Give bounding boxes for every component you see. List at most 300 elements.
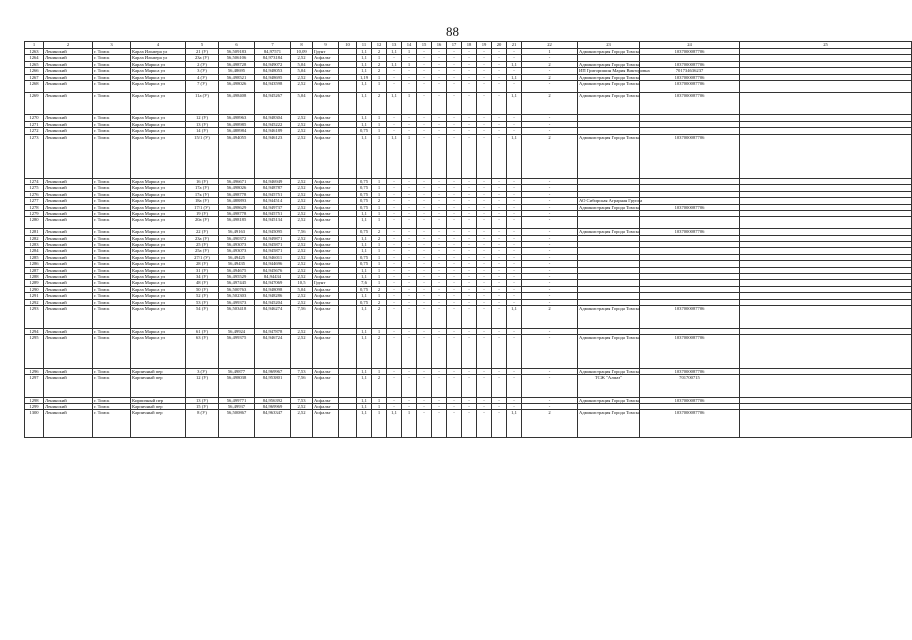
table-cell: - — [447, 335, 462, 368]
table-cell: - — [507, 374, 522, 397]
table-cell: 84,946189 — [255, 128, 291, 134]
table-cell: - — [432, 74, 447, 80]
table-cell: 2,52 — [291, 217, 313, 229]
table-cell: Ленинский — [44, 374, 93, 397]
table-cell: - — [417, 306, 432, 329]
table-cell: 1 — [372, 55, 387, 61]
table-cell: - — [462, 328, 477, 334]
table-cell: г. Томск — [93, 128, 131, 134]
table-cell: 1279 — [25, 210, 44, 216]
table-cell: 2,52 — [291, 261, 313, 267]
table-cell: 2,52 — [291, 121, 313, 127]
table-cell: - — [447, 299, 462, 305]
table-cell: - — [447, 374, 462, 397]
table-cell: 10,5 — [291, 280, 313, 286]
table-cell: 56,498778 — [219, 210, 255, 216]
table-cell: - — [492, 191, 507, 197]
table-cell: Ленинский — [44, 397, 93, 403]
table-cell: г. Томск — [93, 81, 131, 93]
table-cell: - — [462, 121, 477, 127]
table-cell: 56,506106 — [219, 55, 255, 61]
table-cell: 56,499771 — [219, 397, 255, 403]
table-cell: - — [417, 335, 432, 368]
table-cell: - — [447, 267, 462, 273]
table-cell: Ленинский — [44, 254, 93, 260]
table-cell: Ленинский — [44, 49, 93, 55]
table-cell: - — [507, 68, 522, 74]
table-cell: Ленинский — [44, 267, 93, 273]
table-cell: - — [432, 229, 447, 235]
table-cell: Ленинский — [44, 128, 93, 134]
table-cell: 1 — [372, 178, 387, 184]
table-cell: 56,49937 — [219, 403, 255, 409]
table-cell: - — [402, 261, 417, 267]
table-cell: 0,75 — [357, 229, 372, 235]
table-cell: - — [462, 191, 477, 197]
table-cell: - — [522, 242, 578, 248]
table-cell: - — [402, 368, 417, 374]
table-cell: 1289 — [25, 280, 44, 286]
table-cell: 84,969967 — [255, 368, 291, 374]
table-cell: 1,1 — [507, 61, 522, 67]
table-cell: - — [402, 229, 417, 235]
table-cell: - — [387, 293, 402, 299]
table-cell: Асфальт — [313, 115, 339, 121]
table-cell: 0,75 — [357, 191, 372, 197]
table-cell: Ленинский — [44, 328, 93, 334]
table-cell: - — [492, 68, 507, 74]
table-cell: Карла Маркса ул — [131, 185, 186, 191]
table-cell: Карпичный пер — [131, 403, 186, 409]
table-cell: 1037000087706 — [640, 81, 740, 93]
table-cell: - — [387, 178, 402, 184]
column-header: 16 — [432, 42, 447, 49]
table-cell: - — [447, 74, 462, 80]
table-cell: Ленинский — [44, 410, 93, 438]
table-cell: 1037000087706 — [640, 229, 740, 235]
table-cell: - — [522, 248, 578, 254]
table-cell: 2,52 — [291, 410, 313, 438]
table-cell: 1 — [372, 121, 387, 127]
table-cell: 1 — [372, 217, 387, 229]
table-cell: г. Томск — [93, 235, 131, 241]
table-cell: 4 (У) — [186, 74, 219, 80]
table-cell: г. Томск — [93, 204, 131, 210]
table-cell: Ленинский — [44, 274, 93, 280]
table-cell: 1275 — [25, 185, 44, 191]
table-cell: г. Томск — [93, 49, 131, 55]
table-cell: - — [402, 121, 417, 127]
table-cell: 2,52 — [291, 293, 313, 299]
table-cell: - — [447, 242, 462, 248]
table-cell: - — [477, 217, 492, 229]
table-cell: 1037000087706 — [640, 134, 740, 178]
table-cell — [740, 335, 912, 368]
table-cell: - — [447, 261, 462, 267]
table-cell: 84,949871 — [255, 235, 291, 241]
table-cell: 1 — [372, 254, 387, 260]
table-cell: Асфальт — [313, 254, 339, 260]
table-cell: 7,6 — [357, 280, 372, 286]
table-cell: - — [417, 267, 432, 273]
table-cell: г. Томск — [93, 274, 131, 280]
table-cell: - — [387, 335, 402, 368]
table-cell: - — [522, 403, 578, 409]
table-cell: 84,946123 — [255, 134, 291, 178]
table-cell: 17/1 (У) — [186, 204, 219, 210]
table-cell: Карла Маркса ул — [131, 306, 186, 329]
table-cell: 701734636237 — [640, 68, 740, 74]
table-cell: Карла Маркса ул — [131, 286, 186, 292]
table-cell: 1,19 — [357, 74, 372, 80]
table-cell: - — [447, 121, 462, 127]
table-cell: 10,09 — [291, 49, 313, 55]
table-cell — [740, 217, 912, 229]
table-cell: 56,499375 — [219, 335, 255, 368]
table-cell: Ленинский — [44, 134, 93, 178]
table-cell: - — [402, 55, 417, 61]
table-cell: - — [402, 178, 417, 184]
table-cell: АО Сибирская Аграрная Группа — [579, 198, 643, 204]
column-header: 19 — [477, 42, 492, 49]
table-cell: - — [477, 286, 492, 292]
table-cell: 2,52 — [291, 299, 313, 305]
table-cell: 2 — [372, 92, 387, 115]
table-cell: - — [417, 204, 432, 210]
table-cell — [339, 81, 357, 93]
table-cell: Карла Маркса ул — [131, 121, 186, 127]
table-cell: - — [432, 185, 447, 191]
table-cell: - — [477, 261, 492, 267]
table-cell: Асфальт — [313, 61, 339, 67]
table-cell: - — [417, 210, 432, 216]
table-cell: Асфальт — [313, 335, 339, 368]
table-cell: - — [522, 128, 578, 134]
table-cell: - — [432, 81, 447, 93]
table-cell: - — [462, 92, 477, 115]
table-cell: 1,1 — [357, 242, 372, 248]
table-cell: 1,1 — [387, 92, 402, 115]
table-cell: - — [462, 286, 477, 292]
table-cell: - — [432, 68, 447, 74]
table-cell: - — [447, 178, 462, 184]
table-cell: - — [447, 410, 462, 438]
table-cell: 2 — [372, 49, 387, 55]
table-cell: Асфальт — [313, 229, 339, 235]
table-cell: 1263 — [25, 49, 44, 55]
table-cell: - — [507, 49, 522, 55]
table-cell: Карла Ильмера ул — [131, 55, 186, 61]
table-cell: Карла Маркса ул — [131, 280, 186, 286]
table-cell: - — [402, 306, 417, 329]
table-cell: Асфальт — [313, 210, 339, 216]
table-cell: - — [402, 128, 417, 134]
table-cell: Администрация Города Томска — [579, 74, 640, 80]
table-cell: - — [492, 254, 507, 260]
table-row — [25, 134, 912, 178]
table-cell: - — [522, 286, 578, 292]
table-cell: - — [387, 248, 402, 254]
table-cell: - — [462, 49, 477, 55]
table-cell: Ленинский — [44, 61, 93, 67]
table-cell: - — [417, 299, 432, 305]
table-cell: - — [507, 397, 522, 403]
table-cell: 2,52 — [291, 191, 313, 197]
table-cell: Асфальт — [313, 178, 339, 184]
table-cell: 1277 — [25, 198, 44, 204]
table-cell: Грунт — [313, 49, 339, 55]
table-cell: 1273 — [25, 134, 44, 178]
table-cell: 84,94434 — [255, 274, 291, 280]
table-cell: 1295 — [25, 335, 44, 368]
table-cell: 18а (У) — [186, 198, 219, 204]
table-cell: 1,1 — [357, 121, 372, 127]
table-cell: 84,953801 — [255, 374, 291, 397]
table-cell: 84,945871 — [255, 242, 291, 248]
table-cell: - — [492, 121, 507, 127]
table-row — [25, 335, 912, 368]
table-cell: - — [462, 335, 477, 368]
table-cell: 1284 — [25, 248, 44, 254]
table-cell: - — [402, 115, 417, 121]
table-cell: Карла Маркса ул — [131, 81, 186, 93]
table-cell: - — [522, 299, 578, 305]
table-cell: 1300 — [25, 410, 44, 438]
table-cell: Асфальт — [313, 274, 339, 280]
table-cell: - — [492, 128, 507, 134]
table-cell: 1288 — [25, 274, 44, 280]
table-cell: - — [507, 368, 522, 374]
table-cell: - — [417, 397, 432, 403]
table-cell: Карла Маркса ул — [131, 198, 186, 204]
table-cell: - — [432, 254, 447, 260]
table-cell: - — [432, 178, 447, 184]
table-cell: - — [402, 242, 417, 248]
table-cell: - — [507, 115, 522, 121]
table-cell: - — [507, 185, 522, 191]
table-cell: - — [492, 178, 507, 184]
table-cell: - — [447, 306, 462, 329]
table-cell: Асфальт — [313, 299, 339, 305]
table-cell: Асфальт — [313, 217, 339, 229]
table-cell: 1282 — [25, 235, 44, 241]
table-cell: - — [492, 49, 507, 55]
table-cell: г. Томск — [93, 61, 131, 67]
column-header: 23 — [578, 42, 640, 49]
table-cell: 1,1 — [387, 410, 402, 438]
column-header: 10 — [339, 42, 357, 49]
table-cell: 1 — [372, 248, 387, 254]
table-cell: 2 — [372, 286, 387, 292]
table-cell: - — [402, 191, 417, 197]
table-cell: 28 (У) — [186, 261, 219, 267]
table-cell: Карла Маркса ул — [131, 229, 186, 235]
table-cell: - — [402, 335, 417, 368]
table-cell: - — [477, 328, 492, 334]
table-cell: - — [387, 274, 402, 280]
table-cell: 1 — [372, 185, 387, 191]
table-cell: - — [417, 115, 432, 121]
table-cell: Ленинский — [44, 185, 93, 191]
table-cell: Асфальт — [313, 306, 339, 329]
table-cell: - — [522, 235, 578, 241]
table-cell: Карла Маркса ул — [131, 204, 186, 210]
table-row — [25, 92, 912, 115]
table-cell: - — [417, 235, 432, 241]
table-cell: г. Томск — [93, 374, 131, 397]
table-cell: - — [402, 328, 417, 334]
table-cell: - — [492, 81, 507, 93]
table-cell — [740, 81, 912, 93]
table-cell: - — [447, 254, 462, 260]
table-cell: - — [477, 185, 492, 191]
table-cell: 0,75 — [357, 204, 372, 210]
table-cell: - — [477, 204, 492, 210]
table-cell — [339, 92, 357, 115]
table-cell: Карла Маркса ул — [131, 134, 186, 178]
table-cell: - — [447, 403, 462, 409]
table-cell: 8 (У) — [186, 410, 219, 438]
table-cell: 25 (У) — [186, 242, 219, 248]
table-cell: 84,945676 — [255, 267, 291, 273]
table-cell: - — [432, 55, 447, 61]
table-cell: 56,498408 — [219, 92, 255, 115]
table-cell: 11а (У) — [186, 92, 219, 115]
table-cell: 1280 — [25, 217, 44, 229]
table-cell: 1283 — [25, 242, 44, 248]
table-cell: 1,1 — [357, 210, 372, 216]
table-cell: - — [432, 210, 447, 216]
table-cell: Ленинский — [44, 74, 93, 80]
table-row — [25, 410, 912, 438]
table-cell: - — [507, 274, 522, 280]
table-cell: 1,1 — [357, 235, 372, 241]
table-cell — [740, 306, 912, 329]
table-cell: - — [402, 235, 417, 241]
table-cell: г. Томск — [93, 261, 131, 267]
column-header: 8 — [291, 42, 313, 49]
table-cell: 56,498185 — [219, 217, 255, 229]
table-cell: - — [477, 403, 492, 409]
table-cell: - — [492, 403, 507, 409]
table-cell: - — [507, 229, 522, 235]
table-cell: 1 — [402, 410, 417, 438]
table-cell: 1,1 — [357, 92, 372, 115]
table-cell: - — [522, 274, 578, 280]
table-cell: Ленинский — [44, 204, 93, 210]
table-cell: - — [492, 280, 507, 286]
table-cell: 1,1 — [357, 61, 372, 67]
table-cell: - — [507, 121, 522, 127]
table-cell: - — [507, 403, 522, 409]
table-cell: Ленинский — [44, 403, 93, 409]
table-cell: - — [387, 68, 402, 74]
table-cell: Карла Маркса ул — [131, 335, 186, 368]
table-cell: - — [477, 293, 492, 299]
table-cell: Асфальт — [313, 368, 339, 374]
table-cell: - — [402, 185, 417, 191]
table-cell: 1,1 — [357, 410, 372, 438]
table-cell: 2,52 — [291, 254, 313, 260]
table-cell: 2,52 — [291, 235, 313, 241]
table-cell: - — [402, 81, 417, 93]
table-cell: 2 — [372, 68, 387, 74]
column-header: 11 — [357, 42, 372, 49]
table-row — [25, 217, 912, 229]
table-cell: - — [417, 242, 432, 248]
table-cell: - — [447, 92, 462, 115]
table-cell — [339, 335, 357, 368]
table-cell: - — [432, 261, 447, 267]
column-header: 24 — [640, 42, 740, 49]
table-cell: - — [477, 335, 492, 368]
table-cell: - — [507, 267, 522, 273]
table-cell: 84,943598 — [255, 81, 291, 93]
table-cell: 1268 — [25, 81, 44, 93]
column-header: 17 — [447, 42, 462, 49]
table-cell: - — [507, 299, 522, 305]
table-cell: 1,1 — [357, 248, 372, 254]
table-cell: - — [447, 185, 462, 191]
table-cell: 1287 — [25, 267, 44, 273]
table-cell: 56,498038 — [219, 374, 255, 397]
table-cell: - — [432, 374, 447, 397]
table-cell: 84,949072 — [255, 61, 291, 67]
table-body — [25, 49, 912, 438]
table-cell: 48 (У) — [186, 280, 219, 286]
table-cell: г. Томск — [93, 410, 131, 438]
table-cell: Карла Маркса ул — [131, 299, 186, 305]
table-cell: - — [387, 185, 402, 191]
column-header: 1 — [25, 42, 44, 49]
table-cell: Ленинский — [44, 198, 93, 204]
table-cell: 2 — [372, 374, 387, 397]
table-cell: - — [477, 267, 492, 273]
table-cell: 2,52 — [291, 335, 313, 368]
table-cell: 84,947878 — [255, 328, 291, 334]
table-cell: Ленинский — [44, 306, 93, 329]
table-cell: - — [477, 280, 492, 286]
table-cell: г. Томск — [93, 397, 131, 403]
table-cell: - — [492, 74, 507, 80]
table-row — [25, 306, 912, 329]
table-cell: г. Томск — [93, 267, 131, 273]
table-cell: 0,75 — [357, 198, 372, 204]
table-cell: 56,494675 — [219, 267, 255, 273]
table-cell: 1,1 — [357, 403, 372, 409]
table-cell: - — [417, 410, 432, 438]
table-cell: - — [492, 210, 507, 216]
table-cell: 1,1 — [357, 81, 372, 93]
table-cell: г. Томск — [93, 242, 131, 248]
table-cell: - — [387, 286, 402, 292]
column-header: 9 — [313, 42, 339, 49]
table-cell: 0,75 — [357, 128, 372, 134]
table-cell: - — [462, 293, 477, 299]
table-cell: г. Томск — [93, 191, 131, 197]
table-cell: - — [477, 368, 492, 374]
table-cell: - — [402, 267, 417, 273]
table-cell — [740, 92, 912, 115]
table-cell: 2 — [522, 61, 578, 67]
table-cell: - — [417, 49, 432, 55]
table-cell: 84,949737 — [255, 204, 291, 210]
table-cell: Асфальт — [313, 235, 339, 241]
table-cell: г. Томск — [93, 185, 131, 191]
table-cell: 12 (У) — [186, 115, 219, 121]
table-cell: 19 (У) — [186, 210, 219, 216]
table-cell: 56,49425 — [219, 254, 255, 260]
